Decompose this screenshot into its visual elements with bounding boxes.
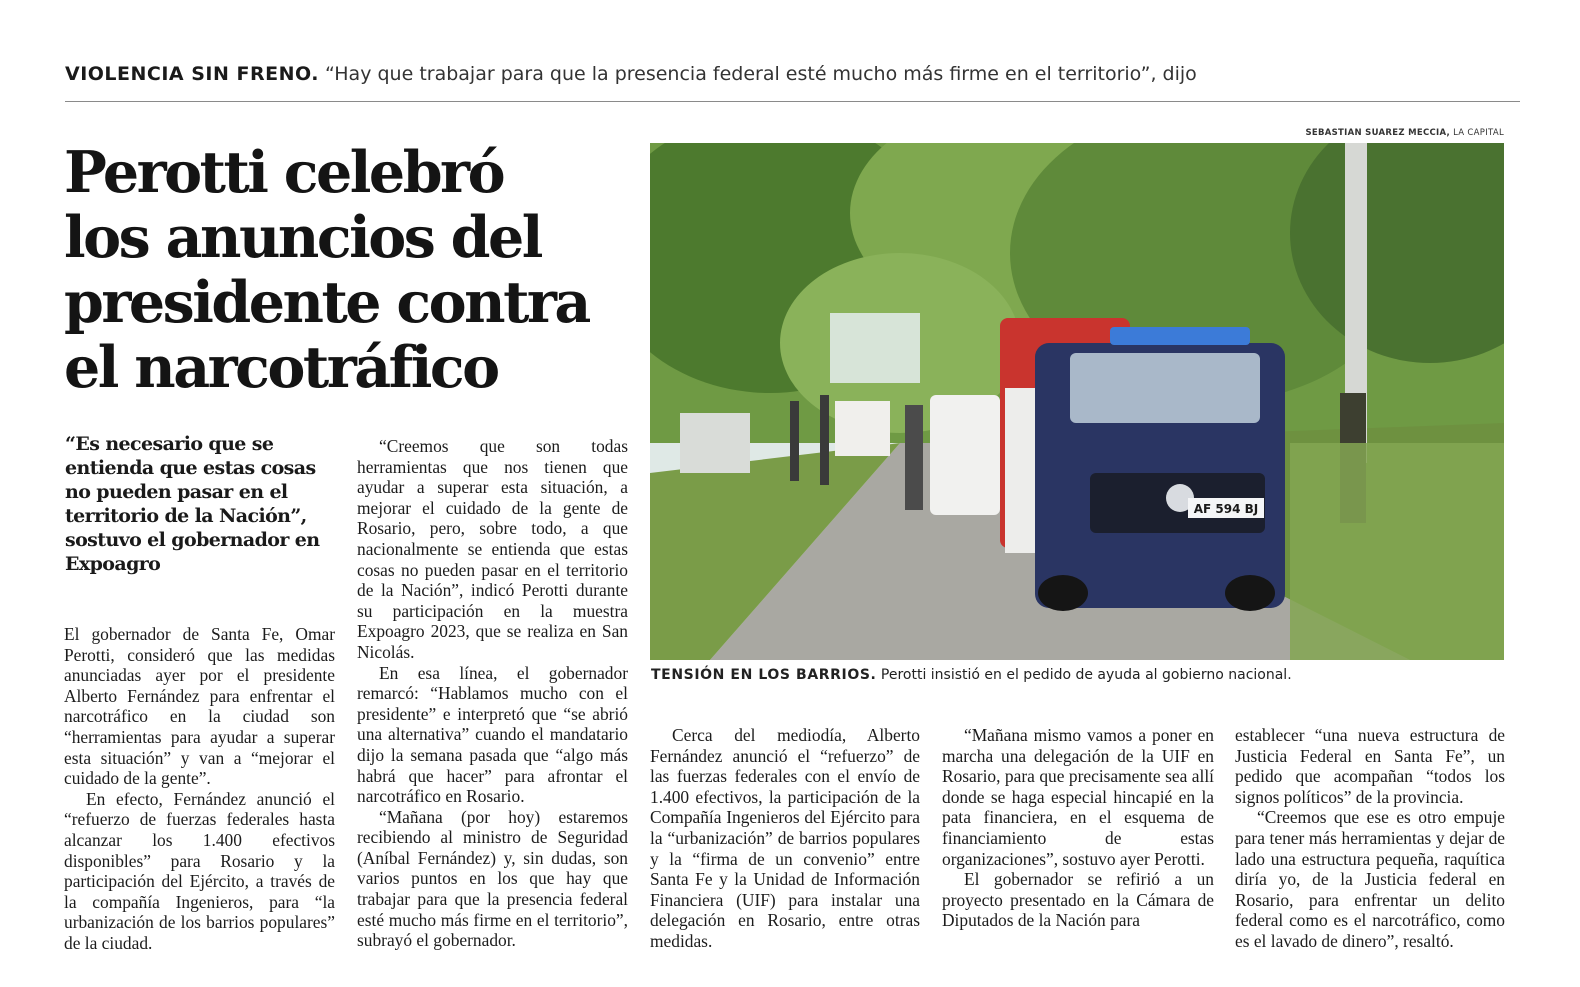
- license-plate: AF 594 BJ: [1193, 502, 1259, 516]
- caption-text: Perotti insistió en el pedido de ayuda al gobierno nacional.: [880, 667, 1292, 683]
- photo-caption: [651, 665, 1511, 685]
- paragraph: En efecto, Fernández anunció el “refuerzo de fuerzas federales hasta alcanzar los 1.400 efectivos disponibles” para Rosario y la participación del Ejército, a través de la compañía Ingenieros, para “la urbanización de los barrios populares” de la ciudad.: [64, 788, 335, 953]
- paragraph: “Mañana mismo vamos a poner en marcha una delegación de la UIF en Rosario, para que precisamente sea allí donde se haga especial hincapié en la pata financiera, en el esquema de financiamiento de estas organizaciones”, sostuvo ayer Perotti.: [942, 725, 1214, 869]
- news-photo: [650, 143, 1504, 660]
- paragraph: En esa línea, el gobernador remarcó: “Hablamos mucho con el presidente” e interpretó que “se abrió una alternativa” cuando el mandatario dijo la semana pasada que “algo más habrá que hacer” para afrontar el narcotráfico en Rosario.: [357, 662, 628, 807]
- paragraph: “Mañana (por hoy) estaremos recibiendo al ministro de Seguridad (Aníbal Fernández) y, sin dudas, son varios puntos en los que hay que trabajar para que la presencia federal esté mucho más firme en el territorio”, subrayó el gobernador.: [357, 806, 628, 951]
- photo-credit: [1305, 128, 1504, 138]
- paragraph: El gobernador de Santa Fe, Omar Perotti, consideró que las medidas anunciadas ayer por el presidente Alberto Fernández para enfrentar el narcotráfico en la ciudad son “herramientas para ayudar a superar esta situación” y van a “mejorar el cuidado de la gente”.: [64, 624, 335, 789]
- paragraph: establecer “una nueva estructura de Justicia Federal en Santa Fe”, un pedido que acompañan “todos los signos políticos” de la provincia.: [1235, 725, 1505, 807]
- headline-line: el narcotráfico: [64, 334, 498, 401]
- body-column-2: [357, 436, 628, 966]
- paragraph: El gobernador se refirió a un proyecto presentado en la Cámara de Diputados de la Nación para: [942, 869, 1214, 931]
- deck-subheadline: “Es necesario que se entienda que estas cosas no pueden pasar en el territorio de la Nación”, sostuvo el gobernador en Expoagro: [65, 433, 320, 575]
- paragraph: “Creemos que ese es otro empuje para tener más herramientas y dejar de lado una estructura pequeña, raquítica diría yo, de la Justicia federal en Rosario, para enfrentar un delito federal como es el narcotráfico, como es el lavado de dinero”, resaltó.: [1235, 807, 1505, 951]
- body-column-1: [64, 624, 335, 964]
- kicker-quote: “Hay que trabajar para que la presencia federal esté mucho más firme en el territorio”, dijo: [325, 63, 1197, 85]
- headline-line: los anuncios del: [64, 204, 541, 271]
- headline-line: Perotti celebró: [64, 139, 504, 206]
- kicker-divider: [65, 101, 1520, 102]
- body-column-5: [1235, 725, 1505, 965]
- paragraph: “Creemos que son todas herramientas que nos tienen que ayudar a superar esta situación, a mejorar el cuidado de la gente de Rosario, pero, sobre todo, a que nacionalmente se entienda que estas cosas no pueden pasar en el territorio de la Nación”, indicó Perotti durante su participación en la muestra Expoagro 2023, que se realiza en San Nicolás.: [357, 436, 628, 662]
- headline-line: presidente contra: [64, 269, 589, 336]
- headline: [64, 140, 644, 400]
- section-kicker: [65, 58, 1520, 90]
- photographer-name: SEBASTIAN SUAREZ MECCIA,: [1305, 128, 1451, 138]
- section-label: VIOLENCIA SIN FRENO.: [65, 63, 319, 85]
- police-truck-street-scene: [650, 143, 1504, 660]
- caption-lead: TENSIÓN EN LOS BARRIOS.: [651, 667, 877, 683]
- body-column-3: [650, 725, 920, 965]
- body-column-4: [942, 725, 1214, 965]
- credit-outlet: LA CAPITAL: [1453, 128, 1504, 138]
- paragraph: Cerca del mediodía, Alberto Fernández anunció el “refuerzo” de las fuerzas federales con el envío de 1.400 efectivos, la participación de la Compañía Ingenieros del Ejército para la “urbanización” de barrios populares y la “firma de un convenio” entre Santa Fe y la Unidad de Información Financiera (UIF) para instalar una delegación en Rosario, entre otras medidas.: [650, 725, 920, 951]
